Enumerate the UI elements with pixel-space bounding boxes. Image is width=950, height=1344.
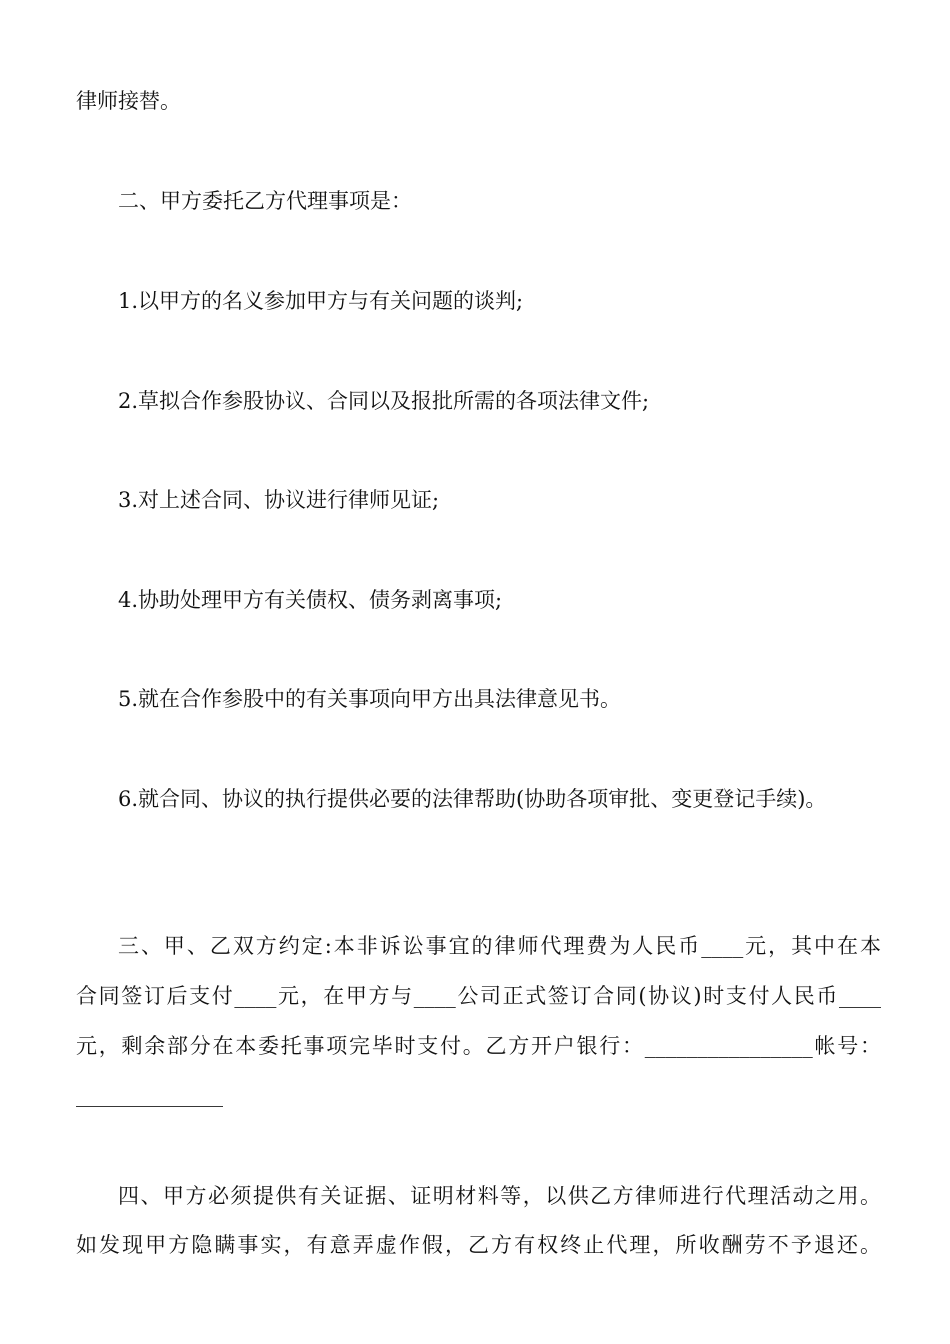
- section-2-item-6: 6.就合同、协议的执行提供必要的法律帮助(协助各项审批、变更登记手续)。: [118, 787, 827, 811]
- section-2-item-5: 5.就在合作参股中的有关事项向甲方出具法律意见书。: [118, 687, 622, 711]
- section-4-line-2: 如发现甲方隐瞒事实，有意弄虚作假，乙方有权终止代理，所收酬劳不予退还。: [76, 1233, 881, 1257]
- section-3-line-2: 合同签订后支付____元，在甲方与____公司正式签订合同(协议)时支付人民币____: [76, 984, 881, 1008]
- section-4-line-1: 四、甲方必须提供有关证据、证明材料等，以供乙方律师进行代理活动之用。: [118, 1184, 881, 1208]
- section-3-line-1: 三、甲、乙双方约定:本非诉讼事宜的律师代理费为人民币____元，其中在本: [118, 934, 881, 958]
- section-2-heading: 二、甲方委托乙方代理事项是：: [118, 189, 412, 213]
- continuation-text: 律师接替。: [76, 89, 181, 113]
- section-3-line-4: ______________: [76, 1083, 223, 1107]
- section-2-item-4: 4.协助处理甲方有关债权、债务剥离事项;: [118, 588, 503, 612]
- section-3-line-3: 元，剩余部分在本委托事项完毕时支付。乙方开户银行：________________帐号：: [76, 1034, 881, 1058]
- section-2-item-3: 3.对上述合同、协议进行律师见证;: [118, 488, 440, 512]
- section-2-item-1: 1.以甲方的名义参加甲方与有关问题的谈判;: [118, 289, 524, 313]
- section-2-item-2: 2.草拟合作参股协议、合同以及报批所需的各项法律文件;: [118, 389, 650, 413]
